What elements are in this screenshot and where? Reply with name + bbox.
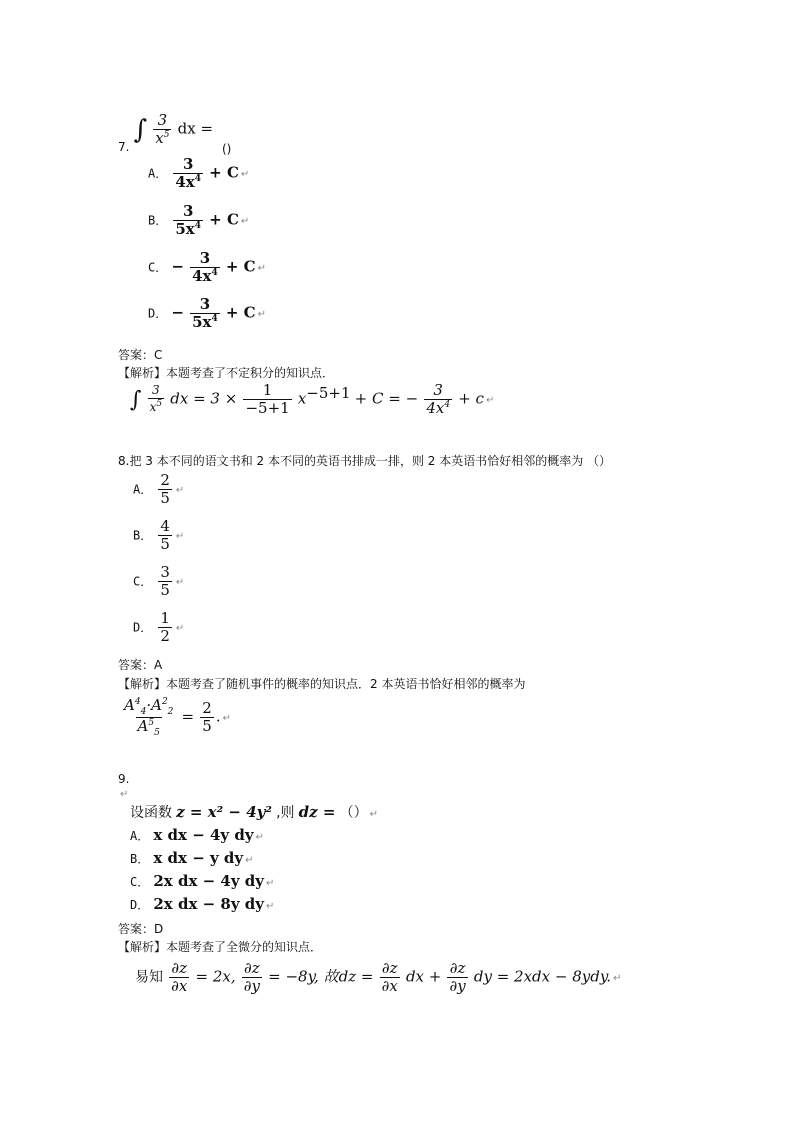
q8-option-a: A． $\frac{2}{5}$ ↵ xyxy=(133,471,185,508)
q7-stem xyxy=(118,111,214,155)
q8-option-c: C． $\frac{3}{5}$ ↵ xyxy=(133,563,185,600)
q7-number: 7. xyxy=(118,140,130,155)
q9-analysis: 【解析】本题考查了全微分的知识点． xyxy=(118,940,323,954)
q8-answer: 答案：A xyxy=(118,658,163,672)
integral-sign: ∫ xyxy=(133,114,148,145)
q9-option-b: B． x dx − y dy ↵ xyxy=(130,849,254,867)
q7-option-b: B． $\frac{3}{5x^4}$ + C ↵ xyxy=(148,202,250,239)
q9-option-a: A． x dx − 4y dy ↵ xyxy=(130,826,264,844)
q7-option-d: D． − $\frac{3}{5x^4}$ + C ↵ xyxy=(148,295,267,332)
q7-option-c: C． − $\frac{3}{4x^4}$ + C ↵ xyxy=(148,249,267,286)
q7-option-a: A． $\frac{3}{4x^4}$ + C ↵ xyxy=(148,155,250,192)
q9-number: 9. ↵ xyxy=(118,772,130,800)
q9-stem: 设函数 z = x² − 4y² ,则 dz = （） ↵ xyxy=(130,803,378,821)
q8-solution: $\frac{A^4_4\cdot A^2_2}{A^5_5}$ = $\frac{2}{5}$ . ↵ xyxy=(124,696,231,739)
q9-solution: 易知 $\frac{\partial z}{\partial x}$ = 2x, $\frac{\partial z}{\partial y}$ = −8y, 故dz = $\frac{\partial z}{\partial x}$ dx + $\frac{\partial z}{\partial y}$ dy = 2xdx − 8ydy. ↵ xyxy=(135,959,622,996)
integral-sign: ∫ xyxy=(130,387,142,413)
q9-answer: 答案：D xyxy=(118,922,164,936)
q7-integrand: $\frac{3}{x^5}$ xyxy=(155,111,170,148)
q7-dx: dx = xyxy=(177,119,214,138)
q9-option-c: C． 2x dx − 4y dy ↵ xyxy=(130,872,275,890)
q8-analysis: 【解析】本题考查了随机事件的概率的知识点．2 本英语书恰好相邻的概率为 xyxy=(118,677,526,691)
q8-option-d: D． $\frac{1}{2}$ ↵ xyxy=(133,609,185,646)
q7-analysis: 【解析】本题考查了不定积分的知识点． xyxy=(118,366,335,380)
q8-option-b: B． $\frac{4}{5}$ ↵ xyxy=(133,517,185,554)
q8-question: 8.把 3 本不同的语文书和 2 本不同的英语书排成一排，则 2 本英语书恰好相邻的概率为 （） xyxy=(118,454,612,468)
q7-solution: ∫ $\frac{3}{x^5}$ dx = 3 × $\frac{1}{-5+1}$ $x^{-5+1} + C$ = − $\frac{3}{4x^4}$ + c ↵ xyxy=(130,381,495,418)
q7-answer: 答案：C xyxy=(118,348,163,362)
q7-paren: () xyxy=(222,142,232,156)
q9-option-d: D． 2x dx − 8y dy ↵ xyxy=(130,895,275,913)
